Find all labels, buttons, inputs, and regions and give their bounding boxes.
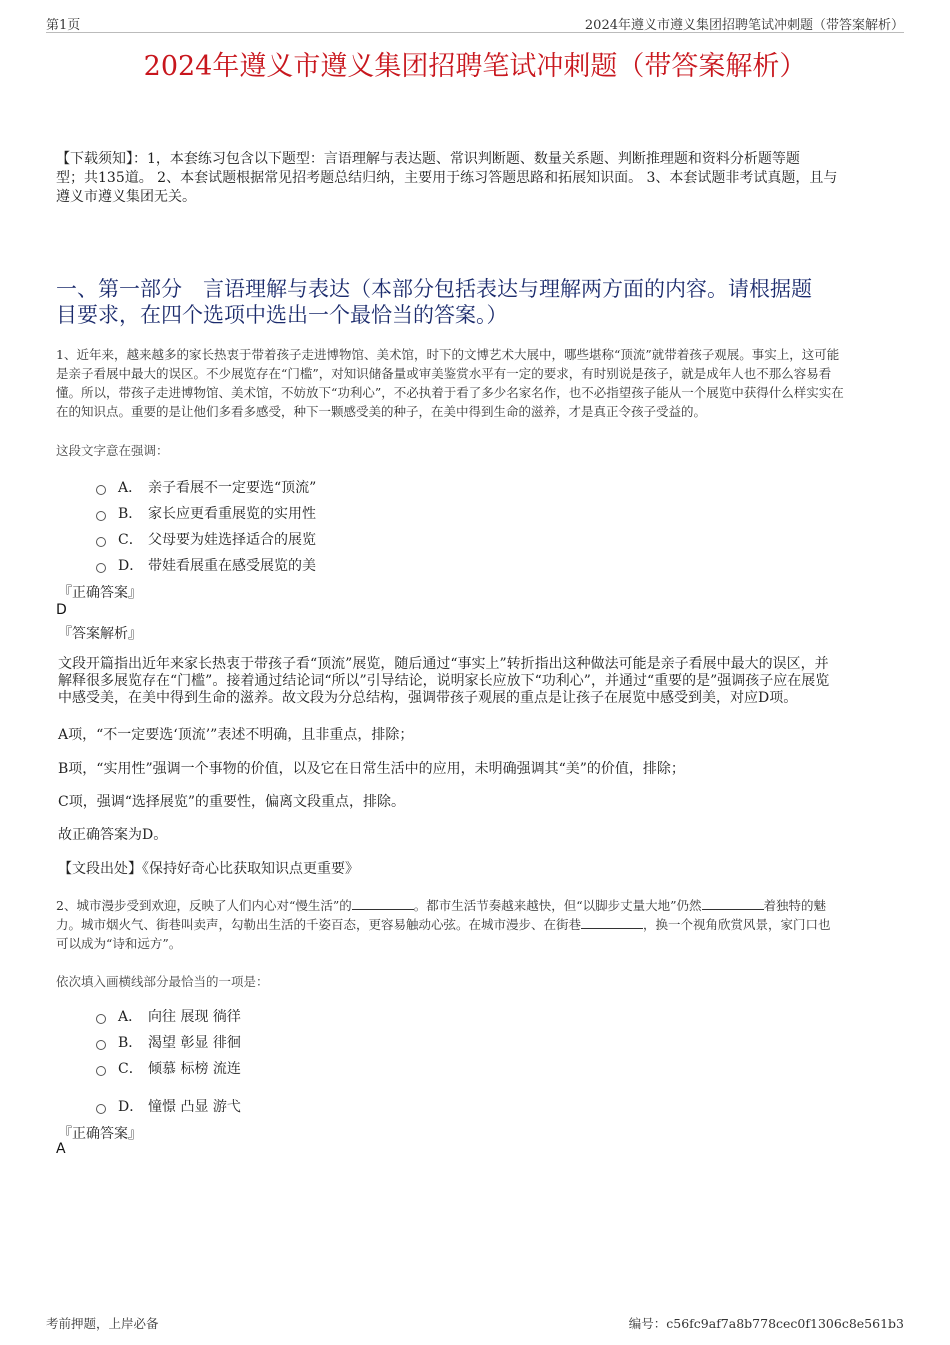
q1-option-c[interactable]: C． 父母要为娃选择适合的展览 (96, 529, 316, 549)
question-line: 1、近年来，越来越多的家长热衷于带着孩子走进博物馆、美术馆，时下的文博艺术大展中，哪些堪称“顶流”就带着孩子观展。事实上，这可能 (56, 347, 840, 362)
question-line: 力。城市烟火气、街巷叫卖声，勾勒出生活的千姿百态，更容易触动心弦。在城市漫步、在街巷 ，换一个视角欣赏风景，家门口也 (56, 917, 831, 932)
radio-icon[interactable] (96, 1066, 106, 1076)
q1-explain-a: A项，“不一定要选‘顶流’”表述不明确，且非重点，排除； (58, 727, 414, 743)
question-1-prompt: 这段文字意在强调： (56, 443, 169, 458)
radio-icon[interactable] (96, 563, 106, 573)
question-line: 在的知识点。重要的是让他们多看多感受，种下一颗感受美的种子，在美中得到生命的滋养，才是真正令孩子受益的。 (56, 404, 707, 419)
q1-option-d[interactable]: D． 带娃看展重在感受展览的美 (96, 555, 316, 575)
footer-doc-id: 编号：c56fc9af7a8b778cec0f1306c8e561b3 (628, 1316, 904, 1331)
q2-option-d[interactable]: D． 憧憬 凸显 游弋 (96, 1096, 241, 1116)
radio-icon[interactable] (96, 1104, 106, 1114)
q1-explain-c: C项，强调“选择展览”的重要性，偏离文段重点，排除。 (58, 794, 406, 810)
q2-option-b[interactable]: B． 渴望 彰显 徘徊 (96, 1032, 241, 1052)
radio-icon[interactable] (96, 511, 106, 521)
radio-icon[interactable] (96, 1040, 106, 1050)
notice-line: 遵义市遵义集团无关。 (56, 189, 196, 205)
q1-answer-label: 『正确答案』 (58, 585, 142, 601)
question-2-text (56, 896, 902, 953)
q1-option-a[interactable]: A． 亲子看展不一定要选“顶流” (96, 477, 316, 497)
q2-answer-label: 『正确答案』 (58, 1126, 142, 1142)
radio-icon[interactable] (96, 1014, 106, 1024)
q1-source: 【文段出处】《保持好奇心比获取知识点更重要》 (58, 861, 359, 877)
q2-option-c[interactable]: C． 倾慕 标榜 流连 (96, 1058, 241, 1078)
question-line: 2、城市漫步受到欢迎，反映了人们内心对“慢生活”的 。都市生活节奏越来越快，但“以脚步丈量大地”仍然 着独特的魅 (56, 898, 827, 913)
question-line: 可以成为“诗和远方”。 (56, 936, 182, 951)
question-2-prompt: 依次填入画横线部分最恰当的一项是： (56, 974, 269, 989)
header-doc-title: 2024年遵义市遵义集团招聘笔试冲刺题（带答案解析） (584, 18, 904, 33)
question-line: 是亲子看展中最大的误区。不少展览存在“门槛”，对知识储备量或审美鉴赏水平有一定的要求，有时别说是孩子，就是成年人也不那么容易看 (56, 366, 832, 381)
q2-answer: A (56, 1141, 66, 1157)
fill-blank (581, 916, 643, 929)
section-title: 一、第一部分 言语理解与表达（本部分包括表达与理解两方面的内容。请根据题 目要求，在四个选项中选出一个最恰当的答案。） (56, 277, 812, 327)
q1-answer: D (56, 602, 67, 618)
q1-conclusion: 故正确答案为D。 (58, 827, 168, 843)
page-number: 第1页 (46, 18, 81, 33)
q2-option-a[interactable]: A． 向往 展现 徜徉 (96, 1006, 241, 1026)
q1-option-b[interactable]: B． 家长应更看重展览的实用性 (96, 503, 316, 523)
radio-icon[interactable] (96, 485, 106, 495)
page-title: 2024年遵义市遵义集团招聘笔试冲刺题（带答案解析） (143, 51, 807, 82)
radio-icon[interactable] (96, 537, 106, 547)
fill-blank (702, 897, 764, 910)
notice-line: 【下载须知】：1，本套练习包含以下题型：言语理解与表达题、常识判断题、数量关系题、判断推理题和资料分析题等题 (56, 151, 800, 167)
notice-line: 型；共135道。 2、本套试题根据常见招考题总结归纳，主要用于练习答题思路和拓展知识面。 3、本套试题非考试真题，且与 (56, 170, 838, 186)
question-line: 懂。所以，带孩子走进博物馆、美术馆，不妨放下“功利心”，不必执着于看了多少名家名作，也不必指望孩子能从一个展览中获得什么样实实在 (56, 385, 844, 400)
download-notice (56, 150, 902, 207)
q1-analysis: 文段开篇指出近年来家长热衷于带孩子看“顶流”展览，随后通过“事实上”转折指出这种做法可能是亲子看展中最大的误区，并 解释很多展览存在“门槛”。接着通过结论词“所以”引导结论，说明家长应放下“功利心”，并通过“重要的是”强调孩子应在展览 中感受美，在美中得到生命的滋养。故文段为分总结构，强调带孩子观展的重点是让孩子在展览中感受到美，对应D项。 (58, 656, 830, 706)
fill-blank (352, 897, 414, 910)
question-1-text (56, 345, 902, 421)
q1-explain-b: B项，“实用性”强调一个事物的价值，以及它在日常生活中的应用，未明确强调其“美”的价值，排除； (58, 761, 685, 777)
header-divider (46, 32, 904, 33)
q1-analysis-label: 『答案解析』 (58, 626, 142, 642)
footer-slogan: 考前押题，上岸必备 (46, 1316, 159, 1331)
